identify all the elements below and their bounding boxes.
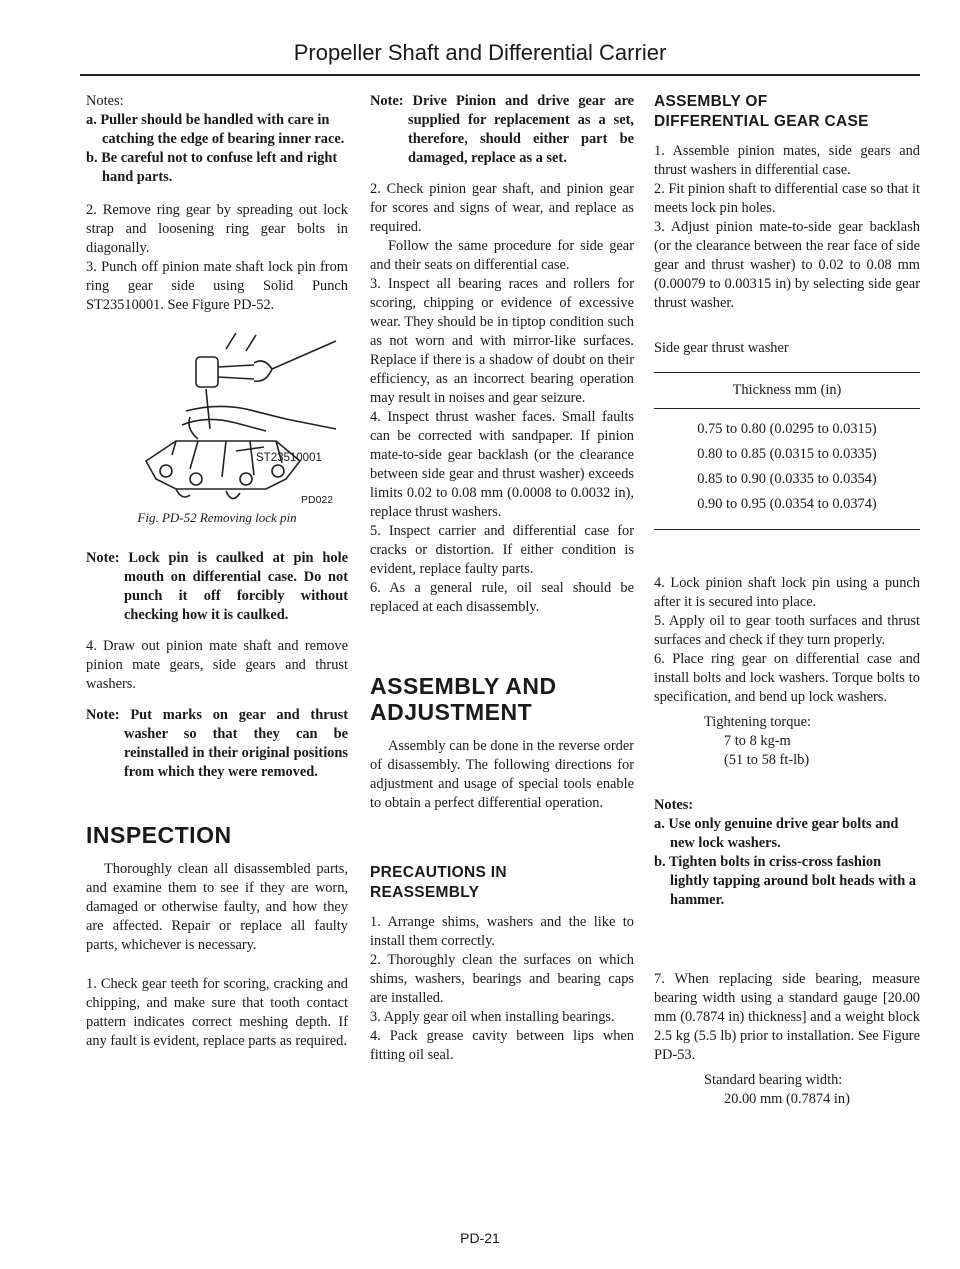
note-marks: Note: Put marks on gear and thrust washer so that they can be reinstalled in their original positions from which they were removed. bbox=[86, 707, 348, 780]
torque-label: Tightening torque: bbox=[704, 714, 812, 730]
diff-case-heading-line1: ASSEMBLY OF bbox=[654, 93, 768, 110]
assembly-heading bbox=[370, 673, 634, 725]
assembly-5: 5. Apply oil to gear tooth surfaces and thrust surfaces and check if they turn properly. bbox=[654, 613, 920, 648]
note-lock-pin: Note: Lock pin is caulked at pin hole mouth on differential case. Do not punch it off forcibly without checking how it is caulked. bbox=[86, 550, 348, 623]
note-criss-cross: b. Tighten bolts in criss-cross fashion lightly tapping around bolt heads with a hammer. bbox=[654, 854, 917, 908]
step-4: 4. Draw out pinion mate shaft and remove pinion mate gears, side gears and thrust washers. bbox=[86, 638, 348, 692]
inspection-6: 6. As a general rule, oil seal should be replaced at each disassembly. bbox=[370, 580, 634, 615]
torque-spec bbox=[654, 713, 920, 770]
notes-block-right bbox=[654, 796, 920, 910]
precautions-heading-line2: REASSEMBLY bbox=[370, 884, 480, 901]
assembly-heading-line2: ADJUSTMENT bbox=[370, 699, 533, 725]
precautions-heading-line1: PRECAUTIONS IN bbox=[370, 864, 507, 881]
inspection-intro: Thoroughly clean all disassembled parts, and examine them to see if they are worn, damaged or otherwise faulty, and how they are affected. Repair or replace all faulty parts, whichever is necessary. bbox=[86, 861, 348, 953]
inspection-heading: INSPECTION bbox=[86, 822, 232, 848]
assembly-heading-line1: ASSEMBLY AND bbox=[370, 673, 557, 699]
table-title: Side gear thrust washer bbox=[654, 340, 789, 356]
assembly-1: 1. Assemble pinion mates, side gears and thrust washers in differential case. bbox=[654, 143, 920, 178]
page-header: Propeller Shaft and Differential Carrier bbox=[293, 40, 667, 65]
step-3: 3. Punch off pinion mate shaft lock pin from ring gear side using Solid Punch ST23510001. See Figure PD-52. bbox=[86, 259, 348, 313]
figure-pd52 bbox=[86, 329, 348, 504]
note-a: a. Puller should be handled with care in catching the edge of bearing inner race. bbox=[86, 112, 345, 147]
note-genuine-bolts: a. Use only genuine drive gear bolts and new lock washers. bbox=[654, 816, 899, 851]
diff-case-heading bbox=[654, 92, 920, 132]
assembly-intro: Assembly can be done in the reverse order of disassembly. The following directions for adjustment and usage of special tools enable to obtain a perfect differential operation. bbox=[370, 738, 634, 811]
table-row: 0.80 to 0.85 (0.0315 to 0.0335) bbox=[697, 446, 877, 462]
inspection-3: 3. Inspect all bearing races and rollers for scoring, chipping or evidence of excessive wear. They should be in tiptop condition such as not worn and with mirror-like surfaces. Replace if there is a shadow of doubt on their efficiency, as an incorrect bearing operation may result in noises and gear seizure. bbox=[370, 276, 634, 406]
torque-value-metric: 7 to 8 kg-m bbox=[724, 733, 791, 749]
page-number: PD-21 bbox=[460, 1230, 500, 1246]
assembly-4: 4. Lock pinion shaft lock pin using a punch after it is secured into place. bbox=[654, 575, 920, 610]
torque-value-imperial: (51 to 58 ft-lb) bbox=[724, 752, 810, 768]
assembly-3: 3. Adjust pinion mate-to-side gear backlash (or the clearance between the rear face of side gear and thrust washer) to 0.02 to 0.08 mm (0.00079 to 0.00315 in) by selecting side gear thrust washer. bbox=[654, 219, 920, 311]
inspection-5: 5. Inspect carrier and differential case for cracks or distortion. If either condition is evident, replace faulty parts. bbox=[370, 523, 634, 577]
assembly-6: 6. Place ring gear on differential case and install bolts and lock washers. Torque bolts to specification, and bend up lock washers. bbox=[654, 651, 920, 705]
inspection-2b: Follow the same procedure for side gear and their seats on differential case. bbox=[370, 238, 634, 273]
table-body bbox=[654, 409, 920, 529]
precaution-2: 2. Thoroughly clean the surfaces on which shims, washers, bearings and bearing caps are installed. bbox=[370, 952, 634, 1006]
thrust-washer-table bbox=[654, 372, 920, 530]
table-row: 0.75 to 0.80 (0.0295 to 0.0315) bbox=[697, 421, 877, 437]
precautions-heading bbox=[370, 863, 634, 903]
header-rule bbox=[80, 74, 920, 76]
step-2: 2. Remove ring gear by spreading out lock strap and loosening ring gear bolts in diagonally. bbox=[86, 202, 348, 256]
notes-title: Notes: bbox=[86, 93, 124, 109]
figure-tool-label: ST23510001 bbox=[256, 452, 322, 464]
assembly-7: 7. When replacing side bearing, measure bearing width using a standard gauge [20.00 mm (0.7874 in) thickness] and a weight block 2.5 kg (5.5 lb) prior to installation. See Figure PD-53. bbox=[654, 971, 920, 1063]
table-row: 0.85 to 0.90 (0.0335 to 0.0354) bbox=[697, 471, 877, 487]
bearing-width-value: 20.00 mm (0.7874 in) bbox=[724, 1091, 850, 1107]
precaution-4: 4. Pack grease cavity between lips when fitting oil seal. bbox=[370, 1028, 634, 1063]
table-header: Thickness mm (in) bbox=[654, 373, 920, 409]
figure-caption: Fig. PD-52 Removing lock pin bbox=[137, 510, 297, 525]
column-right bbox=[654, 92, 920, 1121]
bearing-width-label: Standard bearing width: bbox=[704, 1072, 843, 1088]
table-row: 0.90 to 0.95 (0.0354 to 0.0374) bbox=[697, 496, 877, 512]
inspection-1: 1. Check gear teeth for scoring, cracking and chipping, and make sure that tooth contact pattern indicates correct meshing depth. If any fault is evident, replace parts as required. bbox=[86, 976, 348, 1049]
bearing-width-spec bbox=[654, 1071, 920, 1109]
inspection-4: 4. Inspect thrust washer faces. Small faults can be corrected with sandpaper. If pinion mate-to-side gear backlash (or the clearance between side gear and thrust washer) exceeds limits 0.02 to 0.08 mm (0.0008 to 0.0032 in), replace thrust washers. bbox=[370, 409, 634, 520]
note-b: b. Be careful not to confuse left and right hand parts. bbox=[86, 150, 338, 185]
lock-pin-illustration bbox=[86, 329, 348, 504]
figure-code: PD022 bbox=[301, 494, 334, 506]
note-drive-pinion: Note: Drive Pinion and drive gear are supplied for replacement as a set, therefore, should either part be damaged, replace as a set. bbox=[370, 93, 634, 166]
notes-title-right: Notes: bbox=[654, 797, 694, 813]
assembly-2: 2. Fit pinion shaft to differential case so that it meets lock pin holes. bbox=[654, 181, 920, 216]
precaution-3: 3. Apply gear oil when installing bearings. bbox=[370, 1009, 615, 1025]
column-left bbox=[86, 92, 348, 1063]
column-middle bbox=[370, 92, 634, 1077]
notes-block bbox=[86, 92, 348, 187]
inspection-2: 2. Check pinion gear shaft, and pinion gear for scores and signs of wear, and replace as required. bbox=[370, 181, 634, 235]
precaution-1: 1. Arrange shims, washers and the like to install them correctly. bbox=[370, 914, 634, 949]
diff-case-heading-line2: DIFFERENTIAL GEAR CASE bbox=[654, 113, 869, 130]
